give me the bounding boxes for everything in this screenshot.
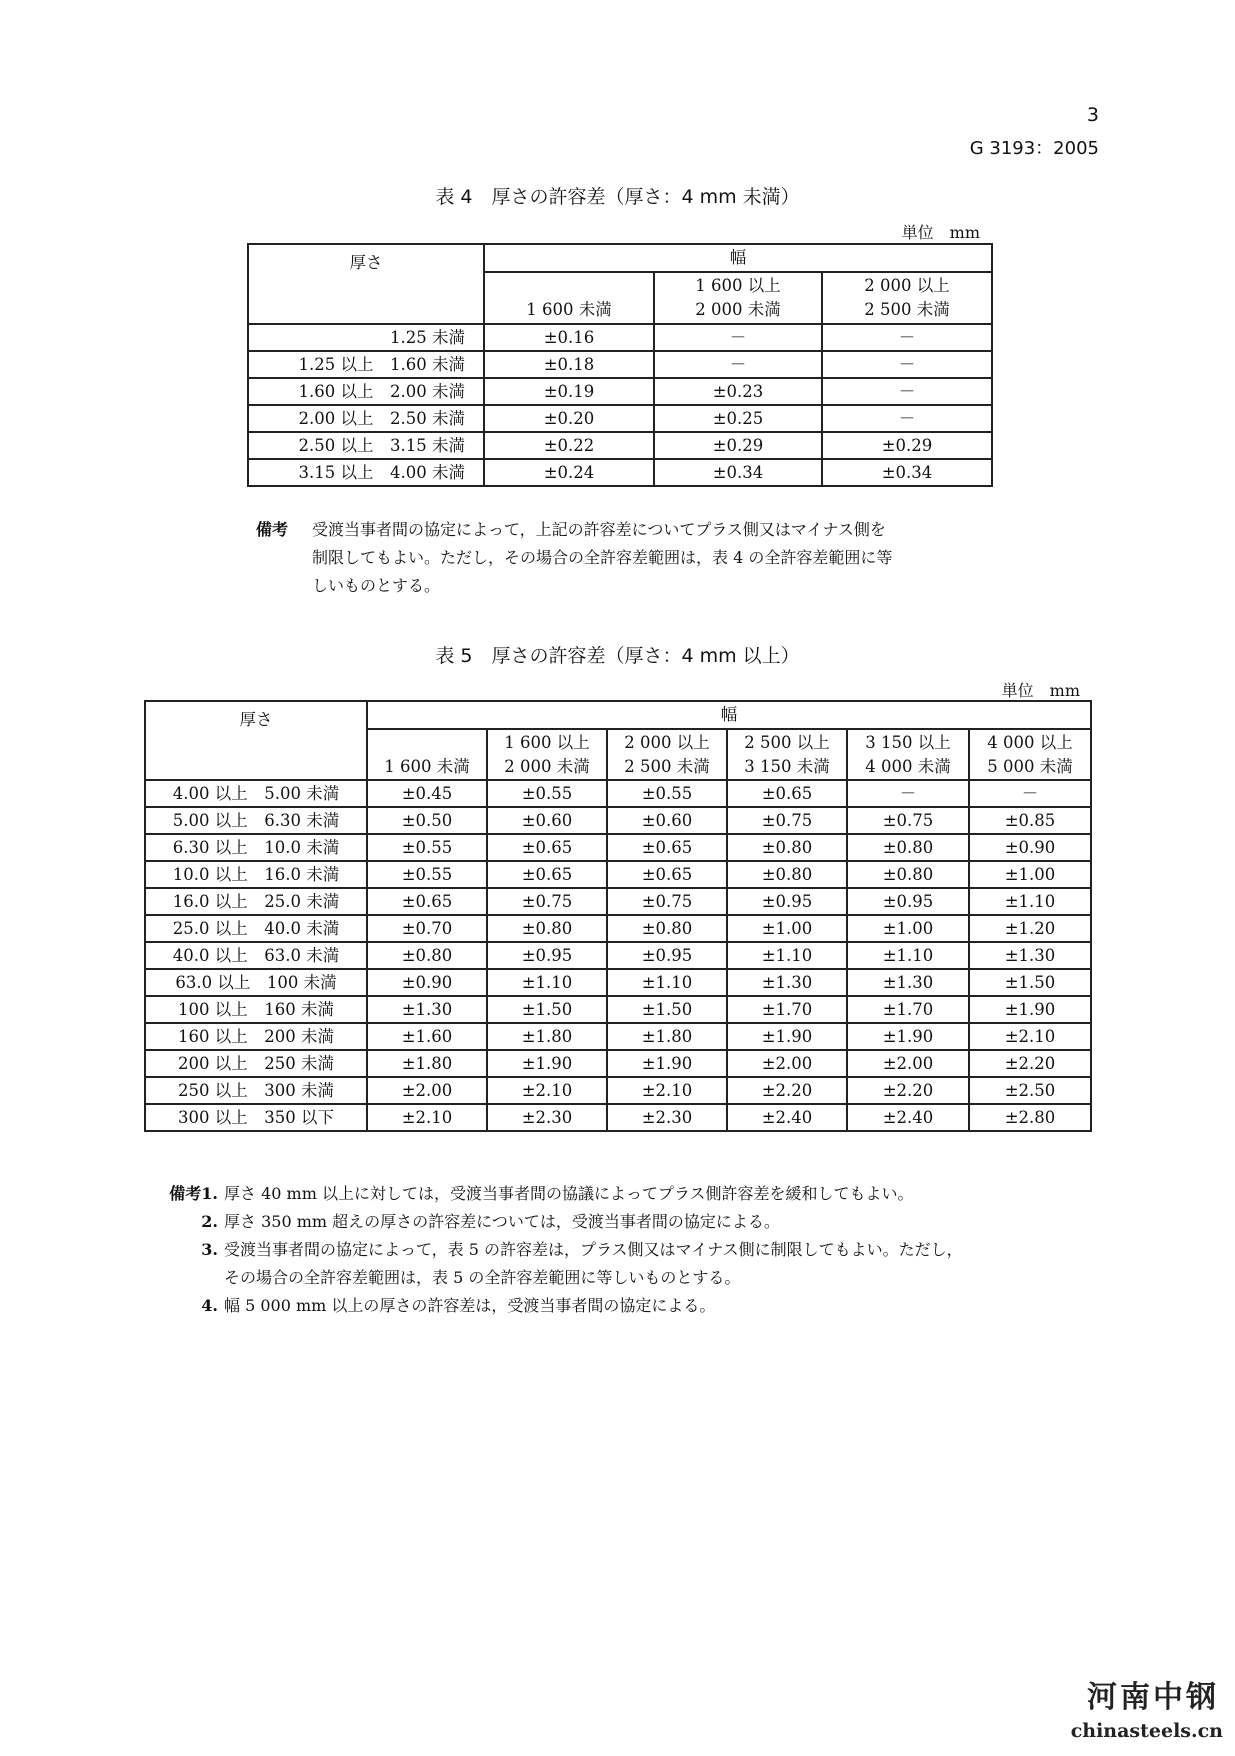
thickness-cell: 40.0 以上 63.0 未満 xyxy=(145,942,367,969)
thickness-cell: 25.0 以上 40.0 未満 xyxy=(145,915,367,942)
value-cell: － xyxy=(654,351,822,378)
value-cell: ±0.34 xyxy=(654,459,822,486)
table-row xyxy=(145,1050,1091,1077)
note-item xyxy=(154,1208,1094,1236)
thickness-cell: 300 以上 350 以下 xyxy=(145,1104,367,1131)
value-cell: ±1.80 xyxy=(367,1050,487,1077)
header-row xyxy=(145,701,1091,729)
note-line: 受渡当事者間の協定によって，上記の許容差についてプラス側又はマイナス側を xyxy=(312,520,886,539)
value-cell: ±2.10 xyxy=(607,1077,727,1104)
value-cell: ±1.00 xyxy=(847,915,969,942)
width-header: 幅 xyxy=(484,244,992,272)
value-cell: ±0.65 xyxy=(487,861,607,888)
column-header xyxy=(822,272,992,324)
table-row xyxy=(145,1104,1091,1131)
value-cell: ±2.00 xyxy=(727,1050,847,1077)
column-header-line1: 4 000 以上 xyxy=(987,732,1073,752)
value-cell: ±1.10 xyxy=(487,969,607,996)
value-cell: ±2.40 xyxy=(847,1104,969,1131)
table-row xyxy=(248,324,992,351)
table5-unit: 単位 mm xyxy=(1001,681,1080,700)
value-cell: ±0.75 xyxy=(727,807,847,834)
value-cell: ±0.90 xyxy=(367,969,487,996)
value-cell: － xyxy=(654,324,822,351)
value-cell: － xyxy=(969,780,1091,807)
value-cell: ±1.50 xyxy=(607,996,727,1023)
value-cell: ±0.80 xyxy=(727,834,847,861)
table-row xyxy=(145,1077,1091,1104)
value-cell: ±2.20 xyxy=(727,1077,847,1104)
value-cell: ±0.45 xyxy=(367,780,487,807)
value-cell: ±2.50 xyxy=(969,1077,1091,1104)
value-cell: ±0.95 xyxy=(487,942,607,969)
value-cell: ±0.50 xyxy=(367,807,487,834)
value-cell: ±2.20 xyxy=(847,1077,969,1104)
column-header xyxy=(487,729,607,780)
thickness-header: 厚さ xyxy=(145,701,367,780)
column-header xyxy=(484,272,654,324)
table5 xyxy=(144,700,1092,1132)
table-row xyxy=(248,405,992,432)
value-cell: ±2.80 xyxy=(969,1104,1091,1131)
column-header-line2: 1 600 未満 xyxy=(384,756,470,776)
note-line: 幅 5 000 mm 以上の厚さの許容差は，受渡当事者間の協定による。 xyxy=(224,1296,716,1315)
table5-notes xyxy=(154,1180,1094,1320)
header-row xyxy=(248,244,992,272)
value-cell: ±1.80 xyxy=(487,1023,607,1050)
value-cell: ±0.80 xyxy=(367,942,487,969)
column-header-line2: 3 150 未満 xyxy=(744,756,830,776)
note-number: 2. xyxy=(201,1212,218,1231)
value-cell: ±0.16 xyxy=(484,324,654,351)
value-cell: ±0.75 xyxy=(487,888,607,915)
value-cell: － xyxy=(822,378,992,405)
value-cell: ±0.19 xyxy=(484,378,654,405)
value-cell: ±1.30 xyxy=(727,969,847,996)
value-cell: ±0.65 xyxy=(607,834,727,861)
thickness-cell: 100 以上 160 未満 xyxy=(145,996,367,1023)
value-cell: ±0.80 xyxy=(847,861,969,888)
thickness-cell: 250 以上 300 未満 xyxy=(145,1077,367,1104)
value-cell: ±0.34 xyxy=(822,459,992,486)
value-cell: ±0.23 xyxy=(654,378,822,405)
table-row xyxy=(145,942,1091,969)
value-cell: ±0.55 xyxy=(367,861,487,888)
table-row xyxy=(248,432,992,459)
table-row xyxy=(248,378,992,405)
value-cell: ±0.55 xyxy=(607,780,727,807)
table-row xyxy=(145,861,1091,888)
table4-note-label: 備考 xyxy=(256,520,289,539)
value-cell: － xyxy=(847,780,969,807)
standard-number: G 3193：2005 xyxy=(969,138,1099,159)
value-cell: ±2.10 xyxy=(367,1104,487,1131)
column-header-line2: 2 000 未満 xyxy=(695,300,781,319)
note-line: 制限してもよい。ただし，その場合の全許容差範囲は，表 4 の全許容差範囲に等 xyxy=(312,548,893,567)
value-cell: ±1.10 xyxy=(727,942,847,969)
value-cell: ±0.55 xyxy=(487,780,607,807)
thickness-cell: 5.00 以上 6.30 未満 xyxy=(145,807,367,834)
column-header-line1: 2 000 以上 xyxy=(624,732,710,752)
value-cell: ±0.65 xyxy=(367,888,487,915)
value-cell: ±0.75 xyxy=(847,807,969,834)
value-cell: ±2.30 xyxy=(487,1104,607,1131)
thickness-cell: 3.15 以上 4.00 未満 xyxy=(248,459,484,486)
note-number: 備考1. xyxy=(169,1184,218,1203)
value-cell: ±2.10 xyxy=(969,1023,1091,1050)
note-line: 受渡当事者間の協定によって，表 5 の許容差は，プラス側又はマイナス側に制限してもよい。ただし， xyxy=(224,1240,963,1259)
column-header xyxy=(607,729,727,780)
value-cell: ±0.18 xyxy=(484,351,654,378)
note-number: 4. xyxy=(201,1296,218,1315)
table4-note xyxy=(256,516,1016,600)
value-cell: ±0.95 xyxy=(727,888,847,915)
value-cell: ±2.10 xyxy=(487,1077,607,1104)
watermark-url: chinasteels.cn xyxy=(1070,1720,1223,1742)
value-cell: ±0.60 xyxy=(607,807,727,834)
thickness-cell: 1.25 以上 1.60 未満 xyxy=(248,351,484,378)
column-header xyxy=(367,729,487,780)
value-cell: ±1.10 xyxy=(847,942,969,969)
value-cell: ±0.65 xyxy=(607,861,727,888)
column-header-line2: 1 600 未満 xyxy=(526,300,612,319)
table-row xyxy=(145,780,1091,807)
value-cell: ±2.00 xyxy=(367,1077,487,1104)
value-cell: ±1.90 xyxy=(847,1023,969,1050)
thickness-cell: 200 以上 250 未満 xyxy=(145,1050,367,1077)
column-header-line2: 2 500 未満 xyxy=(864,300,950,319)
column-header-line1: 1 600 以上 xyxy=(504,732,590,752)
value-cell: ±1.90 xyxy=(727,1023,847,1050)
thickness-cell: 2.50 以上 3.15 未満 xyxy=(248,432,484,459)
thickness-cell: 10.0 以上 16.0 未満 xyxy=(145,861,367,888)
value-cell: ±0.70 xyxy=(367,915,487,942)
value-cell: ±1.30 xyxy=(367,996,487,1023)
value-cell: ±0.80 xyxy=(727,861,847,888)
thickness-cell: 63.0 以上 100 未満 xyxy=(145,969,367,996)
thickness-header: 厚さ xyxy=(248,244,484,324)
table-row xyxy=(248,351,992,378)
value-cell: ±1.90 xyxy=(969,996,1091,1023)
note-line: しいものとする。 xyxy=(312,576,441,595)
value-cell: ±1.90 xyxy=(607,1050,727,1077)
value-cell: － xyxy=(822,324,992,351)
table-row xyxy=(145,834,1091,861)
value-cell: ±2.00 xyxy=(847,1050,969,1077)
value-cell: ±0.29 xyxy=(822,432,992,459)
thickness-cell: 4.00 以上 5.00 未満 xyxy=(145,780,367,807)
column-header-line1: 2 500 以上 xyxy=(744,732,830,752)
table4-caption: 表 4 厚さの許容差（厚さ：4 mm 未満） xyxy=(435,186,800,208)
value-cell: ±1.80 xyxy=(607,1023,727,1050)
table-row xyxy=(145,1023,1091,1050)
value-cell: ±1.00 xyxy=(727,915,847,942)
table-row xyxy=(145,996,1091,1023)
note-line: その場合の全許容差範囲は，表 5 の全許容差範囲に等しいものとする。 xyxy=(224,1268,741,1287)
value-cell: ±1.00 xyxy=(969,861,1091,888)
value-cell: ±1.20 xyxy=(969,915,1091,942)
value-cell: ±0.22 xyxy=(484,432,654,459)
column-header-line1: 3 150 以上 xyxy=(865,732,951,752)
column-header-line1: 2 000 以上 xyxy=(864,276,950,295)
thickness-cell: 6.30 以上 10.0 未満 xyxy=(145,834,367,861)
value-cell: ±0.75 xyxy=(607,888,727,915)
value-cell: ±0.80 xyxy=(607,915,727,942)
value-cell: ±0.24 xyxy=(484,459,654,486)
table4 xyxy=(247,243,993,487)
table-row xyxy=(145,807,1091,834)
table4-unit: 単位 mm xyxy=(901,223,980,242)
value-cell: － xyxy=(822,351,992,378)
value-cell: － xyxy=(822,405,992,432)
column-header-line2: 2 500 未満 xyxy=(624,756,710,776)
column-header-line2: 4 000 未満 xyxy=(865,756,951,776)
value-cell: ±0.85 xyxy=(969,807,1091,834)
value-cell: ±1.30 xyxy=(847,969,969,996)
thickness-cell: 16.0 以上 25.0 未満 xyxy=(145,888,367,915)
value-cell: ±0.25 xyxy=(654,405,822,432)
value-cell: ±0.80 xyxy=(847,834,969,861)
note-item xyxy=(154,1236,1094,1292)
value-cell: ±0.90 xyxy=(969,834,1091,861)
column-header xyxy=(654,272,822,324)
thickness-cell: 1.60 以上 2.00 未満 xyxy=(248,378,484,405)
note-item xyxy=(154,1292,1094,1320)
column-header-line2: 5 000 未満 xyxy=(987,756,1073,776)
table-row xyxy=(145,915,1091,942)
width-header: 幅 xyxy=(367,701,1091,729)
value-cell: ±0.80 xyxy=(487,915,607,942)
page-number: 3 xyxy=(1086,104,1099,126)
table-row xyxy=(145,888,1091,915)
column-header xyxy=(969,729,1091,780)
value-cell: ±2.30 xyxy=(607,1104,727,1131)
value-cell: ±0.95 xyxy=(847,888,969,915)
table-row xyxy=(145,969,1091,996)
value-cell: ±0.20 xyxy=(484,405,654,432)
column-header-line2: 2 000 未満 xyxy=(504,756,590,776)
table-row xyxy=(248,459,992,486)
thickness-cell: 160 以上 200 未満 xyxy=(145,1023,367,1050)
value-cell: ±1.70 xyxy=(727,996,847,1023)
value-cell: ±1.70 xyxy=(847,996,969,1023)
thickness-cell: 2.00 以上 2.50 未満 xyxy=(248,405,484,432)
note-item xyxy=(154,1180,1094,1208)
note-line: 厚さ 350 mm 超えの厚さの許容差については，受渡当事者間の協定による。 xyxy=(224,1212,780,1231)
column-header-line1: 1 600 以上 xyxy=(695,276,781,295)
column-header xyxy=(727,729,847,780)
value-cell: ±1.60 xyxy=(367,1023,487,1050)
value-cell: ±0.29 xyxy=(654,432,822,459)
value-cell: ±0.65 xyxy=(487,834,607,861)
value-cell: ±0.65 xyxy=(727,780,847,807)
value-cell: ±0.55 xyxy=(367,834,487,861)
note-line: 厚さ 40 mm 以上に対しては，受渡当事者間の協議によってプラス側許容差を緩和してもよい。 xyxy=(224,1184,914,1203)
value-cell: ±0.60 xyxy=(487,807,607,834)
value-cell: ±1.90 xyxy=(487,1050,607,1077)
value-cell: ±1.50 xyxy=(487,996,607,1023)
value-cell: ±1.30 xyxy=(969,942,1091,969)
table5-caption: 表 5 厚さの許容差（厚さ：4 mm 以上） xyxy=(435,645,800,667)
value-cell: ±1.10 xyxy=(607,969,727,996)
value-cell: ±1.10 xyxy=(969,888,1091,915)
watermark-logo: 河南中钢 xyxy=(1087,1680,1219,1715)
value-cell: ±1.50 xyxy=(969,969,1091,996)
note-number: 3. xyxy=(201,1240,218,1259)
value-cell: ±2.40 xyxy=(727,1104,847,1131)
value-cell: ±0.95 xyxy=(607,942,727,969)
column-header xyxy=(847,729,969,780)
value-cell: ±2.20 xyxy=(969,1050,1091,1077)
thickness-cell: 1.25 未満 xyxy=(248,324,484,351)
